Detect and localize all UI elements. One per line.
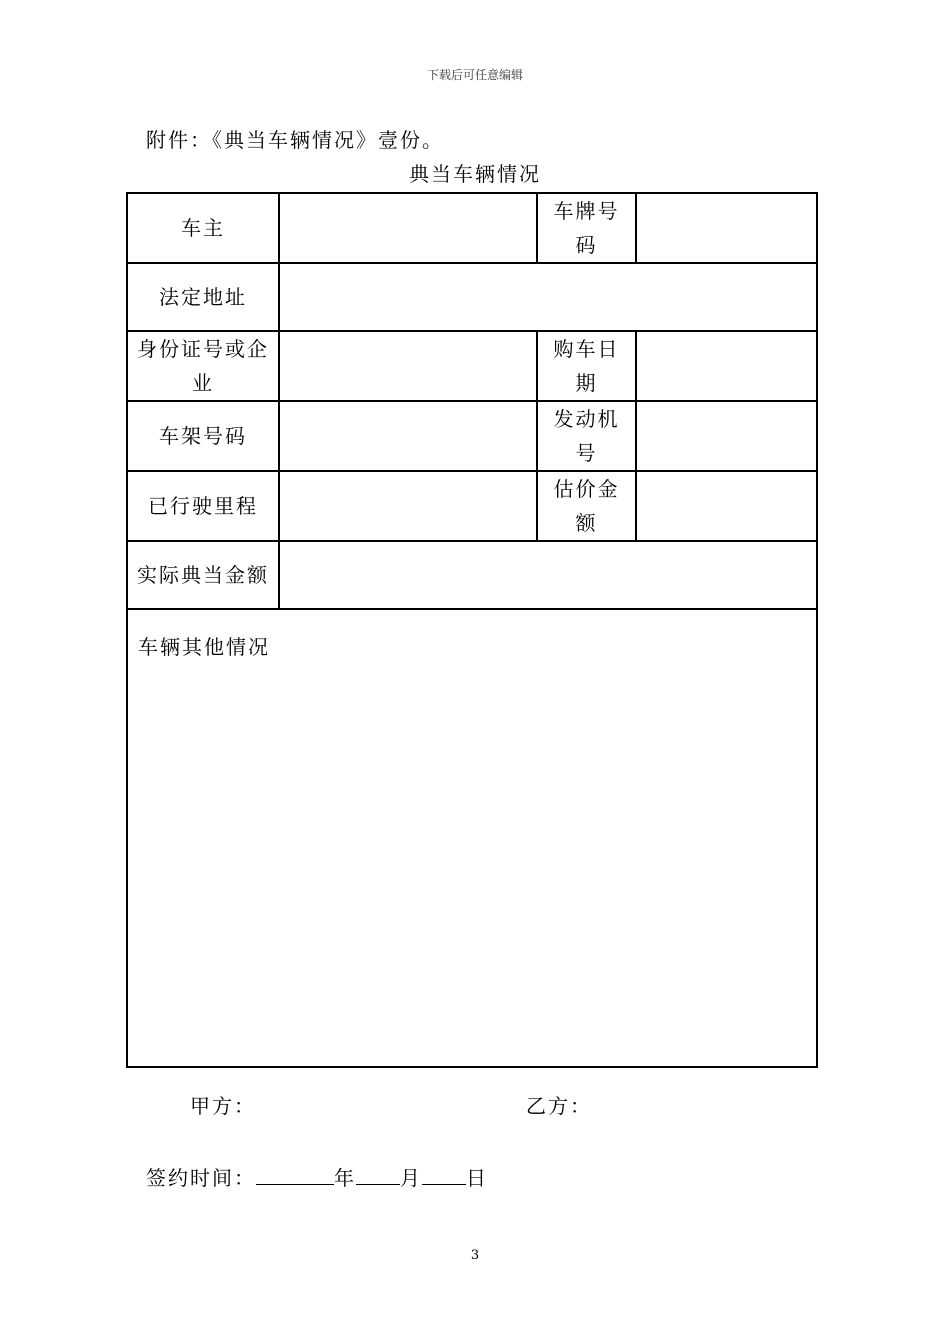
owner-value-cell[interactable] xyxy=(279,193,537,263)
vehicle-info-table xyxy=(126,192,818,1068)
purchase-date-label: 购车日期 xyxy=(537,331,636,401)
sign-date-label: 签约时间： xyxy=(146,1166,256,1190)
other-conditions-label: 车辆其他情况 xyxy=(138,635,270,659)
table-row xyxy=(127,331,817,401)
purchase-date-value-cell[interactable] xyxy=(636,331,817,401)
party-a-label: 甲方： xyxy=(190,1094,256,1118)
header-note: 下载后可任意编辑 xyxy=(426,68,523,82)
attachment-line: 附件：《典当车辆情况》壹份。 xyxy=(146,128,444,152)
month-blank[interactable] xyxy=(356,1164,400,1185)
engine-value-cell[interactable] xyxy=(636,401,817,471)
page-number: 3 xyxy=(470,1248,480,1263)
table-row xyxy=(127,193,817,263)
year-blank[interactable] xyxy=(256,1164,334,1185)
frame-value-cell[interactable] xyxy=(279,401,537,471)
sign-date xyxy=(146,1162,488,1191)
owner-label: 车主 xyxy=(127,193,279,263)
plate-label: 车牌号码 xyxy=(537,193,636,263)
table-row xyxy=(127,609,817,1067)
valuation-label: 估价金额 xyxy=(537,471,636,541)
engine-label: 发动机号 xyxy=(537,401,636,471)
actual-amount-value-cell[interactable] xyxy=(279,541,817,609)
month-label: 月 xyxy=(400,1166,422,1190)
party-b-label: 乙方： xyxy=(526,1094,592,1118)
day-label: 日 xyxy=(466,1166,488,1190)
id-label: 身份证号或企业 xyxy=(127,331,279,401)
actual-amount-label: 实际典当金额 xyxy=(127,541,279,609)
id-value-cell[interactable] xyxy=(279,331,537,401)
frame-label: 车架号码 xyxy=(127,401,279,471)
address-value-cell[interactable] xyxy=(279,263,817,331)
table-row xyxy=(127,471,817,541)
table-title: 典当车辆情况 xyxy=(409,162,541,186)
table-row xyxy=(127,401,817,471)
day-blank[interactable] xyxy=(422,1164,466,1185)
table-row xyxy=(127,541,817,609)
plate-value-cell[interactable] xyxy=(636,193,817,263)
address-label: 法定地址 xyxy=(127,263,279,331)
other-conditions-cell[interactable] xyxy=(127,609,817,1067)
mileage-label: 已行驶里程 xyxy=(127,471,279,541)
mileage-value-cell[interactable] xyxy=(279,471,537,541)
table-row xyxy=(127,263,817,331)
valuation-value-cell[interactable] xyxy=(636,471,817,541)
year-label: 年 xyxy=(334,1166,356,1190)
